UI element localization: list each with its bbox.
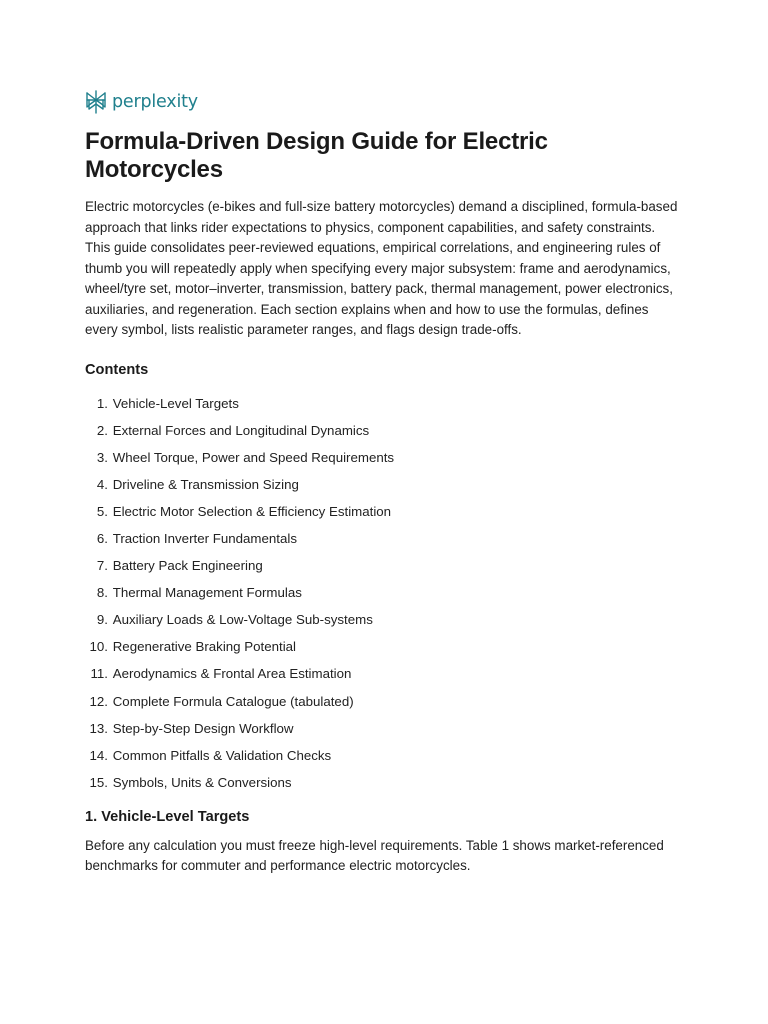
toc-item <box>85 606 683 633</box>
toc-item <box>85 660 683 687</box>
toc-item-label: Step-by-Step Design Workflow <box>112 720 294 736</box>
toc-item-number: 8. <box>96 585 108 601</box>
toc-item <box>85 633 683 660</box>
toc-item-number: 4. <box>96 476 108 492</box>
toc-item-label: Auxiliary Loads & Low-Voltage Sub-systems <box>112 612 373 628</box>
toc-item-label: Symbols, Units & Conversions <box>112 774 292 790</box>
toc-item <box>85 444 683 471</box>
toc-item-label: Complete Formula Catalogue (tabulated) <box>112 693 354 709</box>
toc-item <box>85 471 683 498</box>
toc-item-label: Wheel Torque, Power and Speed Requirements <box>112 449 395 465</box>
toc-item-label: Regenerative Braking Potential <box>112 639 297 655</box>
toc-item <box>85 769 683 796</box>
contents-heading: Contents <box>85 361 149 378</box>
toc-item <box>85 688 683 715</box>
toc-item <box>85 525 683 552</box>
toc-item-number: 10. <box>89 639 108 655</box>
toc-item <box>85 715 683 742</box>
toc-item-label: Driveline & Transmission Sizing <box>112 476 299 492</box>
toc-item-number: 6. <box>96 530 108 546</box>
toc-item-number: 11. <box>90 666 108 682</box>
table-of-contents <box>85 390 683 796</box>
page-title: Formula-Driven Design Guide for Electric Motorcycles <box>85 128 548 183</box>
brand-name: perplexity <box>112 92 198 112</box>
toc-item <box>85 579 683 606</box>
toc-item-number: 7. <box>96 558 108 574</box>
toc-item-number: 13. <box>89 720 108 736</box>
toc-item <box>85 390 683 417</box>
brand-logo <box>85 88 683 116</box>
perplexity-logo-icon <box>85 90 107 114</box>
toc-item-number: 1. <box>96 395 108 411</box>
toc-item <box>85 552 683 579</box>
toc-item <box>85 417 683 444</box>
toc-item-label: Thermal Management Formulas <box>112 585 302 601</box>
toc-item-label: Aerodynamics & Frontal Area Estimation <box>112 666 352 682</box>
section-heading: 1. Vehicle-Level Targets <box>85 808 250 825</box>
toc-item-number: 3. <box>96 449 108 465</box>
toc-item-number: 15. <box>89 774 108 790</box>
section-paragraph: Before any calculation you must freeze high-level requirements. Table 1 shows market-referenced benchmarks for commuter and performance electric motorcycles. <box>85 837 664 874</box>
toc-item-label: External Forces and Longitudinal Dynamics <box>112 422 370 438</box>
toc-item-number: 5. <box>96 503 108 519</box>
toc-item-label: Common Pitfalls & Validation Checks <box>112 747 332 763</box>
toc-item <box>85 498 683 525</box>
toc-item-number: 12. <box>89 693 108 709</box>
toc-item <box>85 742 683 769</box>
toc-item-label: Vehicle-Level Targets <box>112 395 239 411</box>
toc-item-number: 2. <box>96 422 108 438</box>
toc-item-number: 9. <box>96 612 108 628</box>
toc-item-label: Traction Inverter Fundamentals <box>112 530 297 546</box>
toc-item-label: Electric Motor Selection & Efficiency Estimation <box>112 503 392 519</box>
intro-paragraph: Electric motorcycles (e-bikes and full-size battery motorcycles) demand a disciplined, formula-based approach that links rider expectations to physics, component capabilities, and safety constraints. This guide consolidates peer-reviewed equations, empirical correlations, and engineering rules of thumb you will repeatedly apply when specifying every major subsystem: frame and aerodynamics, wheel/tyre set, motor–inverter, transmission, battery pack, thermal management, power electronics, auxiliaries, and regeneration. Each section explains when and how to use the formulas, defines every symbol, lists realistic parameter ranges, and flags design trade-offs. <box>85 199 678 337</box>
toc-item-number: 14. <box>89 747 108 763</box>
toc-item-label: Battery Pack Engineering <box>112 558 263 574</box>
document-page <box>85 88 683 877</box>
